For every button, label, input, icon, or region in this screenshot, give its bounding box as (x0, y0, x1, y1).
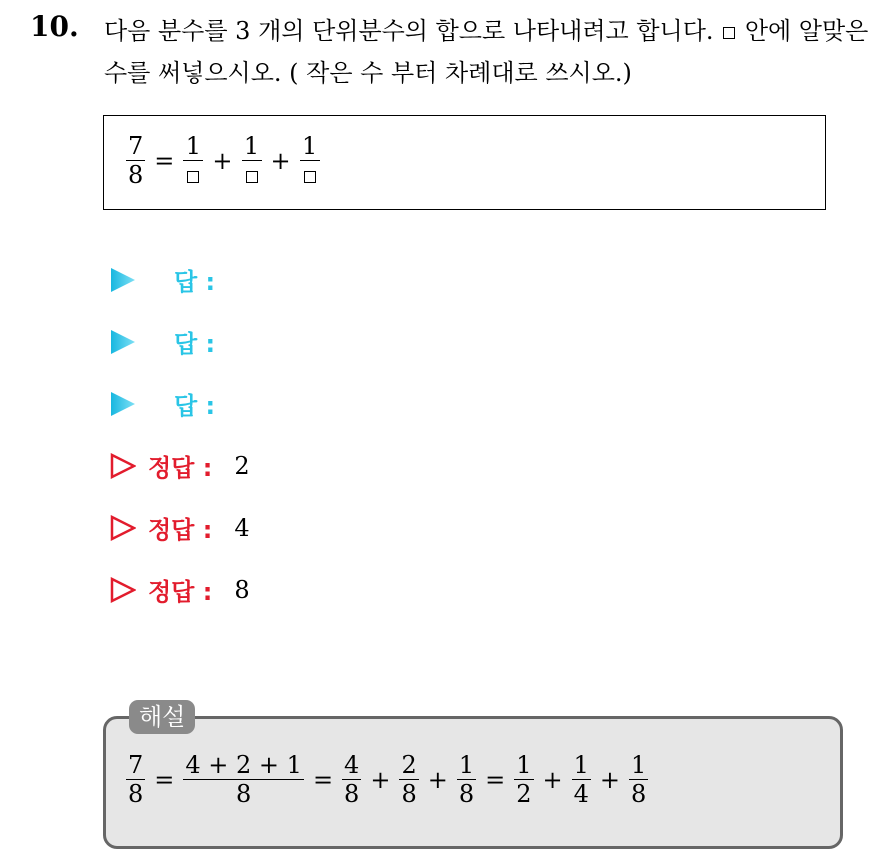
unit-fraction-blank-3 (300, 133, 320, 188)
solution-fraction (457, 752, 476, 807)
plus-sign: + (599, 765, 620, 794)
question-text-part1: 다음 분수를 3 개의 단위분수의 합으로 나타내려고 합니다. (104, 17, 714, 45)
equals-sign: = (154, 765, 175, 794)
unit-fraction-blank-1 (183, 133, 203, 188)
blank-box-icon[interactable] (187, 171, 199, 183)
answer-label: 답 : (174, 268, 216, 296)
fraction-numerator: 7 (128, 751, 144, 779)
play-triangle-icon (110, 267, 136, 293)
fraction-denominator: 8 (458, 780, 475, 808)
answer-row-2[interactable] (110, 324, 215, 359)
answer-row-1[interactable] (110, 262, 215, 297)
fraction-numerator: 7 (128, 132, 144, 160)
fraction-denominator: 8 (236, 780, 252, 808)
play-triangle-icon (110, 391, 136, 417)
solution-fraction (572, 752, 591, 807)
play-triangle-icon (110, 329, 136, 355)
solution-fraction (514, 752, 533, 807)
solution-fraction (342, 752, 361, 807)
equals-sign: = (485, 765, 506, 794)
fraction-numerator: 1 (458, 751, 475, 779)
fraction-numerator: 4 + 2 + 1 (185, 751, 302, 779)
correct-row-1 (110, 448, 250, 483)
problem-equation (124, 133, 322, 188)
solution-fraction (399, 752, 418, 807)
plus-sign: + (212, 146, 233, 175)
answer-label: 답 : (174, 330, 216, 358)
fraction-denominator: 8 (631, 780, 647, 808)
question-number: 10. (30, 10, 79, 43)
solution-fraction (126, 752, 145, 807)
correct-value: 4 (234, 513, 250, 542)
fraction-numerator: 1 (516, 751, 532, 779)
fraction-numerator: 1 (243, 132, 260, 160)
fraction-numerator: 1 (301, 132, 318, 160)
blank-box-icon[interactable] (304, 171, 316, 183)
fraction-denominator: 8 (128, 161, 144, 189)
outline-triangle-icon (110, 577, 136, 603)
plus-sign: + (542, 765, 563, 794)
fraction-denominator: 8 (344, 780, 360, 808)
correct-label: 정답 : (148, 578, 213, 606)
correct-label: 정답 : (148, 516, 213, 544)
solution-fraction (629, 752, 648, 807)
fraction-numerator: 1 (185, 132, 202, 160)
fraction-denominator: 4 (573, 780, 589, 808)
question-text (104, 10, 874, 94)
correct-value: 8 (234, 575, 250, 604)
fraction-numerator: 4 (344, 751, 360, 779)
answer-row-3[interactable] (110, 386, 215, 421)
solution-equation (124, 752, 650, 807)
correct-value: 2 (234, 451, 250, 480)
fraction-denominator: 8 (128, 780, 144, 808)
fraction-seven-eighths (126, 133, 145, 188)
fraction-denominator: 2 (516, 780, 532, 808)
question-text-part2: 안에 알맞은 수를 써넣으시오. ( 작은 수 부터 차례대로 쓰시오.) (104, 17, 869, 87)
unit-fraction-blank-2 (242, 133, 262, 188)
equals-sign: = (312, 765, 334, 794)
blank-box-icon (723, 27, 735, 39)
blank-box-icon[interactable] (246, 171, 258, 183)
plus-sign: + (427, 765, 448, 794)
plus-sign: + (370, 765, 391, 794)
outline-triangle-icon (110, 515, 136, 541)
correct-row-2 (110, 510, 250, 545)
fraction-numerator: 2 (401, 751, 417, 779)
plus-sign: + (270, 146, 291, 175)
correct-row-3 (110, 572, 250, 607)
solution-tag: 해설 (129, 700, 195, 734)
answer-label: 답 : (174, 392, 216, 420)
outline-triangle-icon (110, 453, 136, 479)
fraction-numerator: 1 (573, 751, 589, 779)
fraction-numerator: 1 (631, 751, 647, 779)
equals-sign: = (154, 146, 175, 175)
correct-label: 정답 : (148, 454, 213, 482)
solution-fraction (183, 752, 304, 807)
fraction-denominator: 8 (401, 780, 417, 808)
